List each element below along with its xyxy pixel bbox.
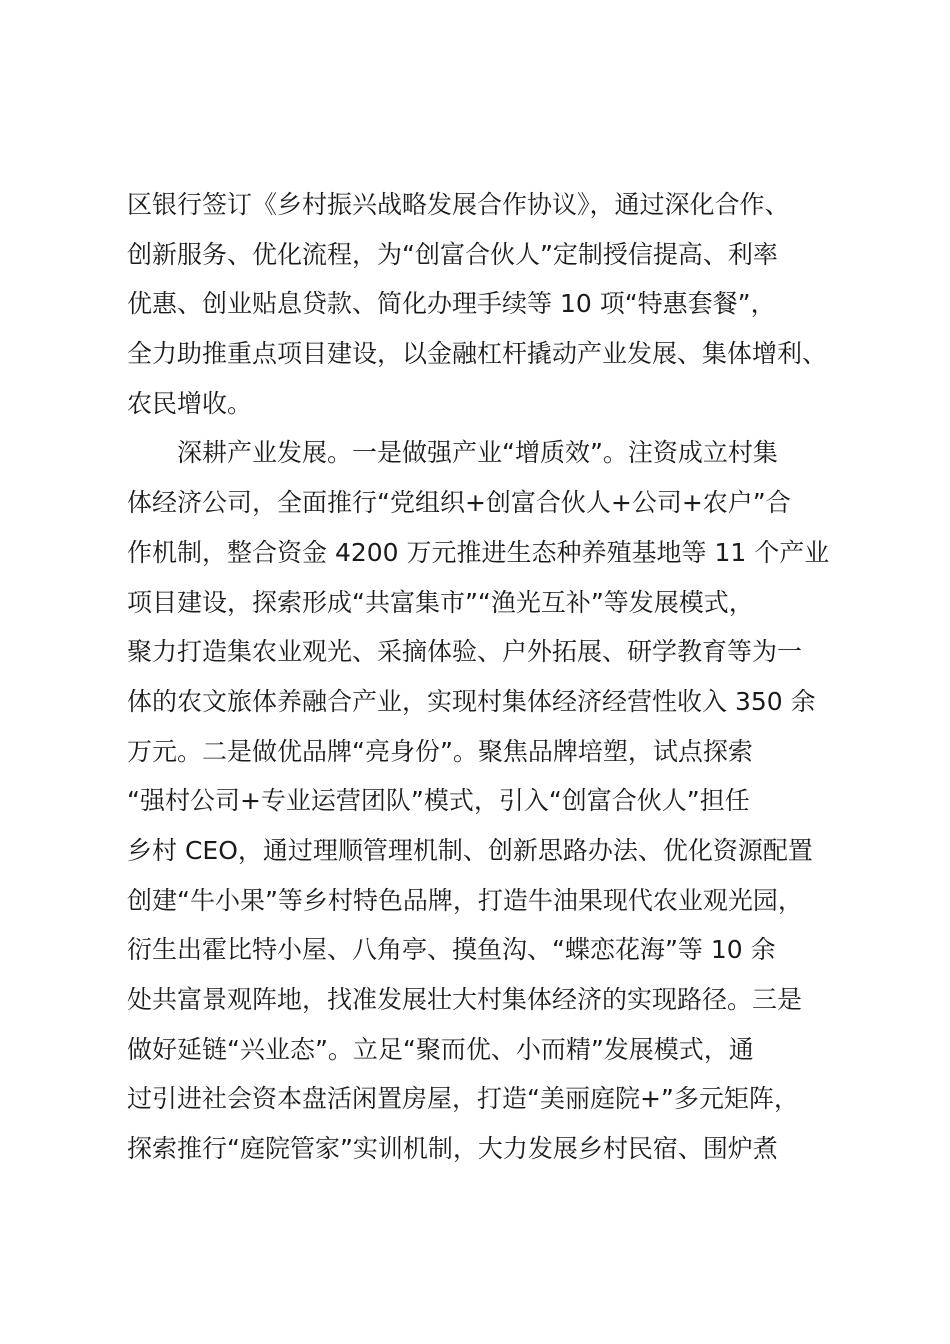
- text-line: “强村公司+专业运营团队”模式，引入“创富合伙人”担任: [127, 786, 750, 816]
- text-line: 区银行签订《乡村振兴战略发展合作协议》，通过深化合作、: [127, 190, 790, 219]
- text-line: 作机制，整合资金 4200 万元推进生态种养殖基地等 11 个产业: [127, 537, 830, 567]
- text-line: 探索推行“庭院管家”实训机制，大力发展乡村民宿、围炉煮: [127, 1134, 778, 1164]
- text-line: 体的农文旅体养融合产业，实现村集体经济经营性收入 350 余: [127, 686, 816, 716]
- body-text: [127, 180, 857, 1174]
- paragraph-heading-line: 深耕产业发展。一是做强产业“增质效”。注资成立村集: [127, 438, 778, 468]
- text-line: 农民增收。: [127, 388, 253, 418]
- text-line: 过引进社会资本盘活闲置房屋，打造“美丽庭院+”多元矩阵，: [127, 1084, 799, 1114]
- text-line: 做好延链“兴业态”。立足“聚而优、小而精”发展模式，通: [127, 1034, 754, 1064]
- text-line: 优惠、创业贴息贷款、简化办理手续等 10 项“特惠套餐”，: [127, 289, 776, 319]
- text-line: 乡村 CEO，通过理顺管理机制、创新思路办法、优化资源配置: [127, 835, 813, 865]
- text-line: 创新服务、优化流程，为“创富合伙人”定制授信提高、利率: [127, 239, 778, 269]
- text-line: 万元。二是做优品牌“亮身份”。聚焦品牌培塑，试点探索: [127, 736, 753, 766]
- text-line: 衍生出霍比特小屋、八角亭、摸鱼沟、“蝶恋花海”等 10 余: [127, 935, 776, 965]
- text-line: 处共富景观阵地，找准发展壮大村集体经济的实现路径。三是: [127, 985, 803, 1014]
- text-line: 创建“牛小果”等乡村特色品牌，打造牛油果现代农业观光园，: [127, 885, 803, 915]
- text-line: 聚力打造集农业观光、采摘体验、户外拓展、研学教育等为一: [127, 637, 803, 667]
- text-line: 全力助推重点项目建设，以金融杠杆撬动产业发展、集体增利、: [127, 339, 828, 369]
- text-line: 项目建设，探索形成“共富集市”“渔光互补”等发展模式，: [127, 587, 754, 617]
- text-line: 体经济公司，全面推行“党组织+创富合伙人+公司+农户”合: [127, 488, 791, 518]
